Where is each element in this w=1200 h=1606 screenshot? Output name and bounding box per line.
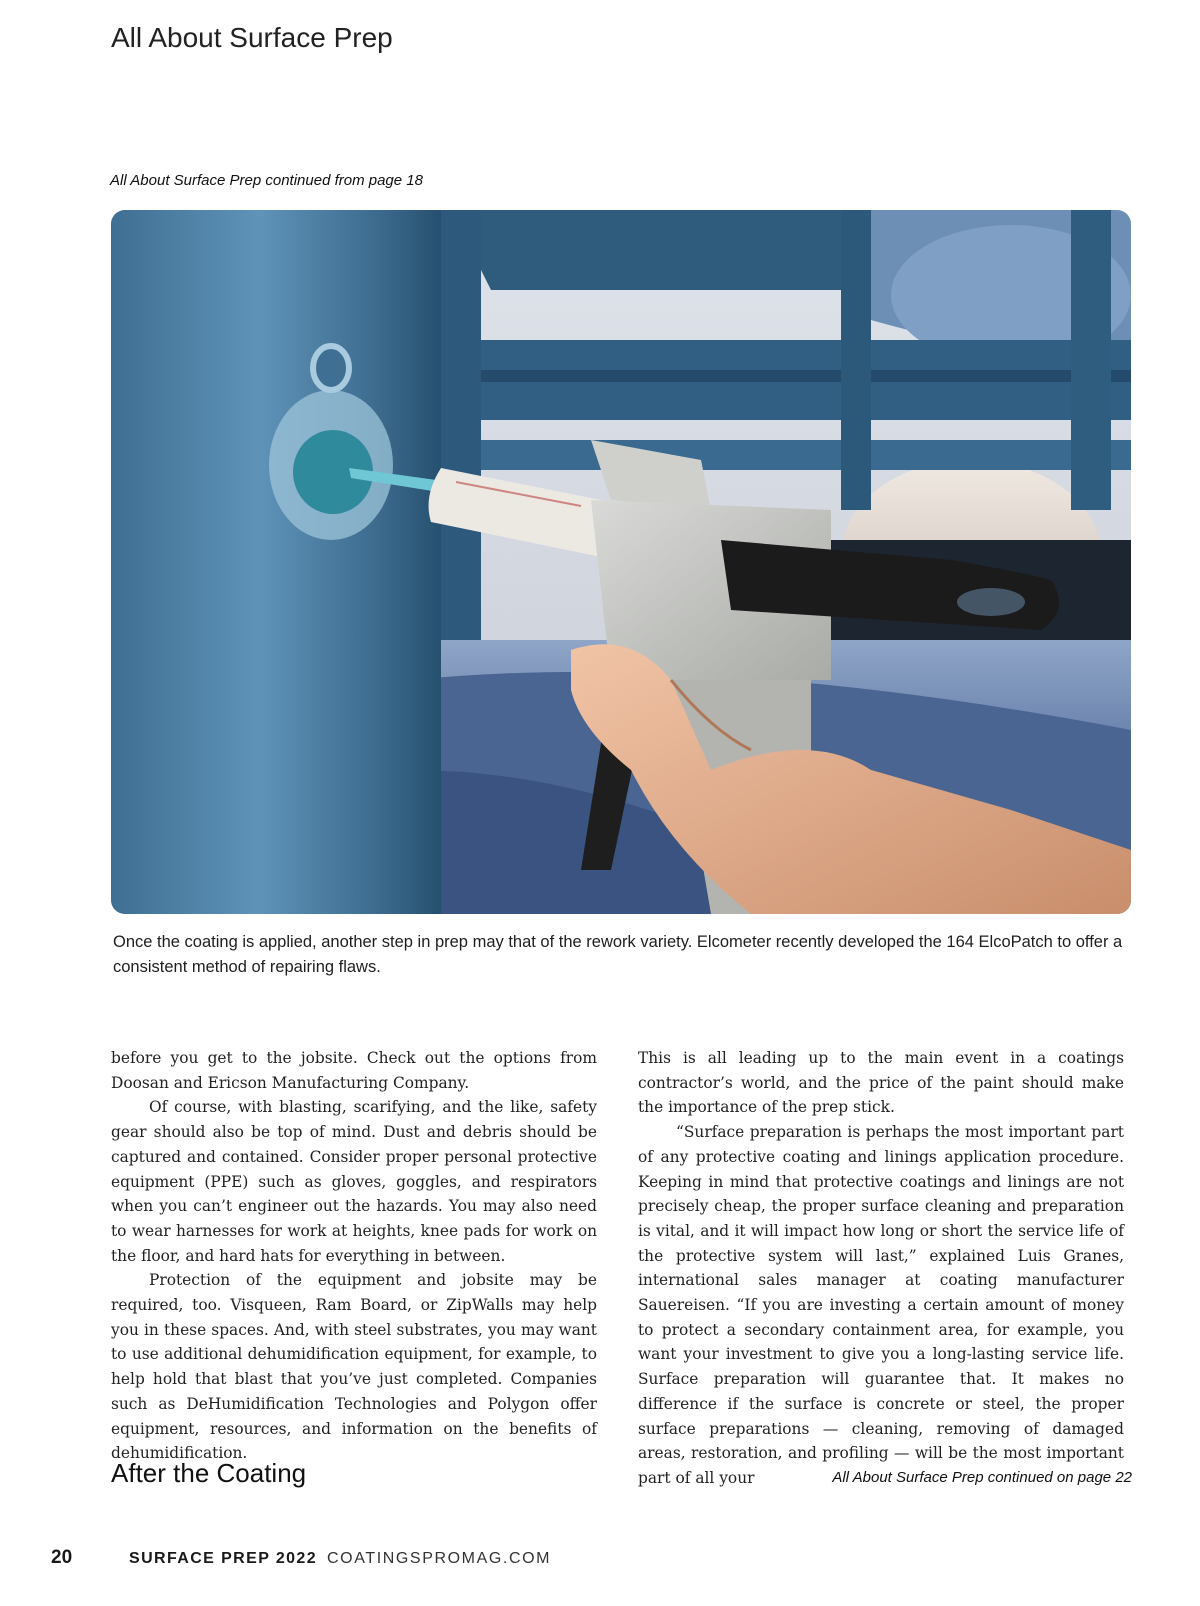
photo-caption: Once the coating is applied, another step in prep may that of the rework variety. Elcometer recently developed the 164 ElcoPatch to offer a consistent method of repairing flaws.	[113, 933, 1123, 976]
publication-name: SURFACE PREP 2022	[129, 1550, 318, 1567]
right-column	[638, 1046, 1124, 1491]
body-paragraph: This is all leading up to the main event in a coatings contractor’s world, and the price of the paint should make the importance of the prep stick.	[638, 1049, 1124, 1117]
body-paragraph: “Surface preparation is perhaps the most important part of any protective coating and linings application procedure. Keeping in mind that protective coatings and linings are not precisely cheap, the proper surface cleaning and preparation is vital, and it will impact how long or short the service life of the protective system will last,” explained Luis Granes, international sales manager at coating manufacturer Sauereisen. “If you are investing a certain amount of money to protect a secondary containment area, for example, you want your investment to give you a long-lasting service life. Surface preparation will guarantee that. It makes no difference if the surface is concrete or steel, the proper surface preparations — cleaning, removing of damaged areas, restoration, and profiling — will be the most important part of all your	[638, 1123, 1124, 1487]
website-url: COATINGSPROMAG.COM	[327, 1550, 552, 1567]
page-footer	[51, 1547, 551, 1569]
section-heading: After the Coating	[111, 1458, 307, 1488]
body-paragraph: Protection of the equipment and jobsite may be required, too. Visqueen, Ram Board, or ZipWalls may help you in these spaces. And, with steel substrates, you may want to use additional dehumidification equipment, for example, to help hold that blast that you’ve just completed. Companies such as DeHumidification Technologies and Polygon offer equipment, resources, and information on the benefits of dehumidification.	[111, 1271, 597, 1463]
body-paragraph: Of course, with blasting, scarifying, and the like, safety gear should also be top of mind. Dust and debris should be captured and contained. Consider proper personal protective equipment (PPE) such as gloves, goggles, and respirators when you can’t engineer out the hazards. You may also need to wear harnesses for work at heights, knee pads for work on the floor, and hard hats for everything in between.	[111, 1098, 597, 1265]
continued-from-note: All About Surface Prep continued from page 18	[110, 172, 423, 189]
running-head: All About Surface Prep	[111, 22, 393, 53]
feature-photo	[111, 210, 1131, 914]
continued-on-note: All About Surface Prep continued on page 22	[832, 1469, 1132, 1486]
page-number: 20	[51, 1547, 73, 1568]
left-column	[111, 1046, 597, 1466]
body-paragraph: before you get to the jobsite. Check out the options from Doosan and Ericson Manufacturing Company.	[111, 1049, 597, 1092]
